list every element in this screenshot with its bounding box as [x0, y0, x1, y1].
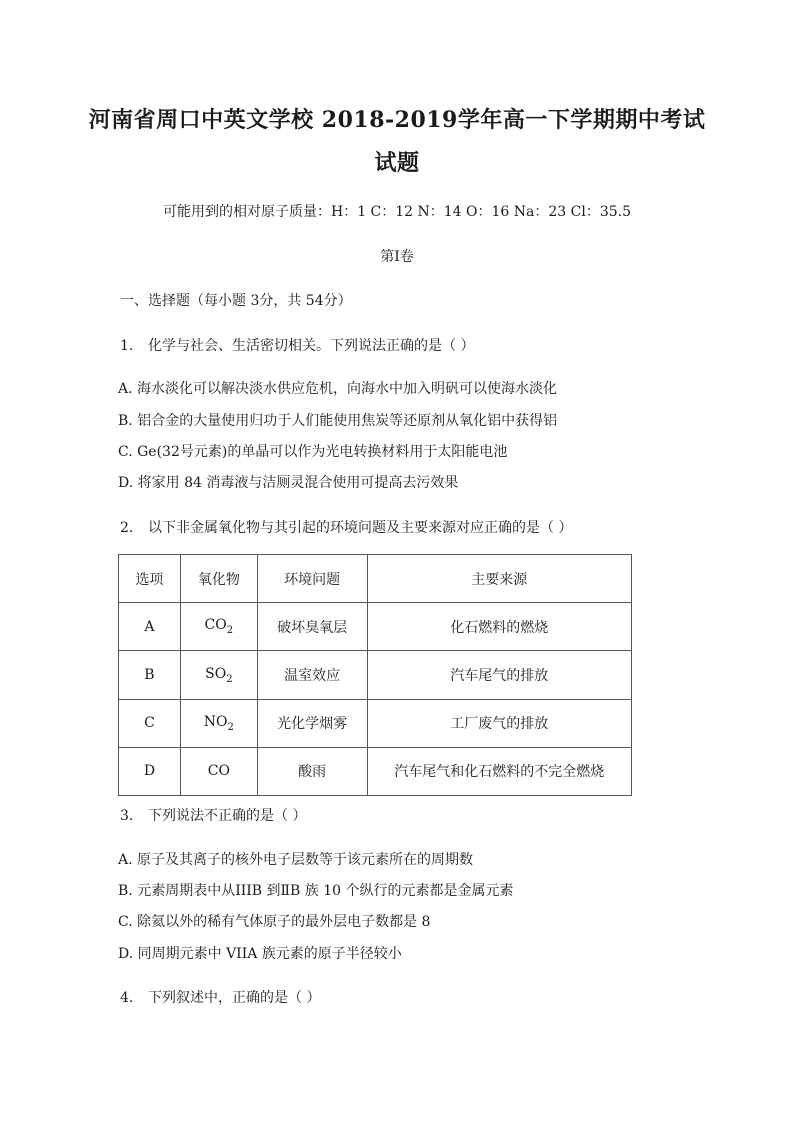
question-stem: 化学与社会、生活密切相关。下列说法正确的是（ ） — [148, 338, 475, 354]
q1-option-a: A. 海水淡化可以解决淡水供应危机，向海水中加入明矾可以使海水淡化 — [118, 381, 558, 397]
q3-option-c: C. 除氦以外的稀有气体原子的最外层电子数都是 8 — [118, 914, 431, 930]
q3-option-b: B. 元素周期表中从IIIB 到ⅡB 族 10 个纵行的元素都是金属元素 — [118, 883, 514, 899]
q3-option-a: A. 原子及其离子的核外电子层数等于该元素所在的周期数 — [118, 852, 474, 868]
q1-option-c: C. Ge(32号元素)的单晶可以作为光电转换材料用于太阳能电池 — [118, 444, 508, 460]
exam-title-line1: 河南省周口中英文学校 2018-2019学年高一下学期期中考试 — [88, 107, 706, 133]
source-cell: 汽车尾气的排放 — [367, 651, 631, 699]
table-row — [119, 603, 632, 651]
source-cell: 工厂废气的排放 — [367, 699, 631, 747]
table-row — [119, 651, 632, 699]
question-number: 2. — [120, 520, 134, 536]
issue-cell: 光化学烟雾 — [257, 699, 367, 747]
question-stem: 以下非金属氧化物与其引起的环境问题及主要来源对应正确的是（ ） — [148, 520, 573, 536]
question-number: 1. — [120, 338, 134, 354]
question-number: 3. — [120, 808, 134, 824]
source-cell: 化石燃料的燃烧 — [367, 603, 631, 651]
table-row — [119, 747, 632, 795]
oxide-cell: $SO_2$ — [180, 651, 257, 699]
issue-cell: 酸雨 — [257, 747, 367, 795]
section-heading: 一、选择题（每小题 3分，共 54分） — [120, 293, 352, 309]
question-4 — [120, 987, 320, 1007]
q1-option-d: D. 将家用 84 消毒液与洁厕灵混合使用可提高去污效果 — [118, 475, 459, 491]
atomic-masses-note: 可能用到的相对原子质量：H：1 C：12 N：14 O：16 Na：23 Cl：35.5 — [162, 204, 632, 220]
question-number: 4. — [120, 990, 134, 1006]
question-1 — [120, 335, 474, 355]
option-cell: D — [119, 747, 181, 795]
option-cell: B — [119, 651, 181, 699]
question-stem: 下列叙述中，正确的是（ ） — [148, 990, 321, 1006]
exam-title-line2: 试题 — [374, 150, 420, 176]
header-cell: 选项 — [119, 555, 181, 603]
header-cell: 环境问题 — [257, 555, 367, 603]
oxide-cell: CO — [180, 747, 257, 795]
option-cell: A — [119, 603, 181, 651]
table-header-row — [119, 555, 632, 603]
oxide-cell: $NO_2$ — [180, 699, 257, 747]
header-cell: 氧化物 — [180, 555, 257, 603]
q3-option-d: D. 同周期元素中 VIIA 族元素的原子半径较小 — [118, 946, 402, 962]
question-2 — [120, 517, 572, 537]
oxide-table — [118, 554, 632, 796]
header-cell: 主要来源 — [367, 555, 631, 603]
option-cell: C — [119, 699, 181, 747]
q1-option-b: B. 铝合金的大量使用归功于人们能使用焦炭等还原剂从氧化铝中获得铝 — [118, 413, 558, 429]
volume-heading: 第Ⅰ卷 — [380, 249, 414, 265]
question-stem: 下列说法不正确的是（ ） — [148, 808, 307, 824]
table-row — [119, 699, 632, 747]
issue-cell: 温室效应 — [257, 651, 367, 699]
question-3 — [120, 805, 306, 825]
source-cell: 汽车尾气和化石燃料的不完全燃烧 — [367, 747, 631, 795]
issue-cell: 破坏臭氧层 — [257, 603, 367, 651]
oxide-cell: $CO_2$ — [180, 603, 257, 651]
